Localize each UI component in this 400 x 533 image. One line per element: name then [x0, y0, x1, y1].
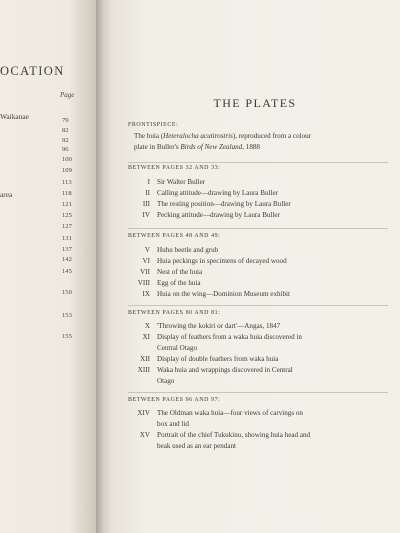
left-page-number: 131 — [62, 235, 72, 242]
plate-number: I — [147, 178, 150, 186]
frontispiece-line — [134, 143, 260, 151]
plate-caption: Portrait of the chief Tukukino, showing huia head and — [157, 431, 311, 439]
plate-number: XII — [140, 355, 150, 363]
text-run: plate in Buller's — [134, 143, 181, 151]
right-page — [110, 0, 400, 533]
left-page-number: 96 — [62, 146, 69, 153]
species-name: Heteralocha acutirostris — [163, 132, 233, 140]
section-label: BETWEEN PAGES 80 AND 81: — [128, 310, 221, 316]
plate-caption: Huia peckings in specimens of decayed wood — [157, 257, 287, 265]
section-divider — [128, 228, 388, 229]
section-label: BETWEEN PAGES 32 AND 33: — [128, 165, 221, 171]
left-page-fragment: area — [0, 190, 13, 199]
page-title: THE PLATES — [213, 96, 297, 110]
left-page-number: 142 — [62, 256, 72, 263]
left-page-number: 82 — [62, 127, 69, 134]
plate-number: XI — [142, 333, 150, 341]
section-label: BETWEEN PAGES 96 AND 97: — [128, 397, 221, 403]
left-page — [0, 0, 98, 533]
text-run: The huia ( — [134, 132, 164, 140]
section-divider — [128, 392, 388, 393]
frontispiece-line — [134, 132, 311, 140]
plate-caption: Huia on the wing—Dominion Museum exhibit — [157, 290, 290, 298]
plate-caption: Otago — [157, 377, 175, 385]
plate-caption: Huhu beetle and grub — [157, 246, 219, 254]
plate-number: II — [145, 189, 150, 197]
left-page-number: 137 — [62, 246, 72, 253]
section-divider — [128, 162, 388, 163]
left-page-column-header: Page — [60, 91, 75, 99]
left-page-number: 155 — [62, 333, 72, 340]
plate-caption: Sir Walter Buller — [157, 178, 206, 186]
plate-number: IV — [142, 211, 150, 219]
plate-caption: The resting position—drawing by Laura Buller — [157, 200, 291, 208]
left-page-number: 150 — [62, 289, 72, 296]
left-page-number: 92 — [62, 137, 69, 144]
left-page-number: 153 — [62, 312, 72, 319]
left-page-fragment: Waikanae — [0, 112, 29, 121]
plate-number: X — [144, 322, 150, 330]
plate-number: VII — [140, 268, 150, 276]
plate-caption: Calling attitude—drawing by Laura Buller — [157, 189, 278, 197]
text-run: , 1888 — [242, 143, 260, 151]
plate-caption: Egg of the huia — [157, 279, 201, 287]
plate-number: XV — [139, 431, 150, 439]
left-page-heading: OCATION — [0, 64, 65, 78]
section-divider — [128, 305, 388, 306]
left-page-number: 100 — [62, 156, 72, 163]
plate-number: IX — [142, 290, 150, 298]
plate-caption: Nest of the huia — [157, 268, 203, 276]
left-page-number: 145 — [62, 268, 72, 275]
left-page-number: 121 — [62, 201, 72, 208]
frontispiece-label: FRONTISPIECE: — [128, 122, 179, 128]
left-page-number: 118 — [62, 190, 72, 197]
plate-number: VI — [142, 257, 150, 265]
plate-caption: Waka huia and wrappings discovered in Central — [157, 366, 293, 374]
text-run: ), reproduced from a colour — [232, 132, 312, 140]
plate-caption: Pecking attitude—drawing by Laura Buller — [157, 211, 280, 219]
plate-number: VIII — [137, 279, 150, 287]
book-title: Birds of New Zealand — [180, 143, 243, 151]
left-page-number: 127 — [62, 223, 72, 230]
plate-caption: The Oldman waka huia—four views of carvings on — [157, 409, 303, 417]
plate-number: V — [144, 246, 150, 254]
plate-caption: 'Throwing the kokiri or dart'—Angas, 1847 — [157, 322, 281, 330]
plate-number: III — [142, 200, 150, 208]
left-page-number: 79 — [62, 117, 69, 124]
plate-caption: beak used as an ear pendant — [157, 442, 236, 450]
left-page-number: 113 — [62, 179, 72, 186]
left-page-number: 109 — [62, 167, 72, 174]
plate-caption: Display of feathers from a waka huia discovered in — [157, 333, 302, 341]
plate-caption: box and lid — [157, 420, 189, 428]
plate-number: XIII — [137, 366, 150, 374]
plate-number: XIV — [137, 409, 150, 417]
section-label: BETWEEN PAGES 48 AND 49: — [128, 233, 221, 239]
plate-caption: Display of double feathers from waka huia — [157, 355, 279, 363]
left-page-number: 125 — [62, 212, 72, 219]
plate-caption: Central Otago — [157, 344, 197, 352]
